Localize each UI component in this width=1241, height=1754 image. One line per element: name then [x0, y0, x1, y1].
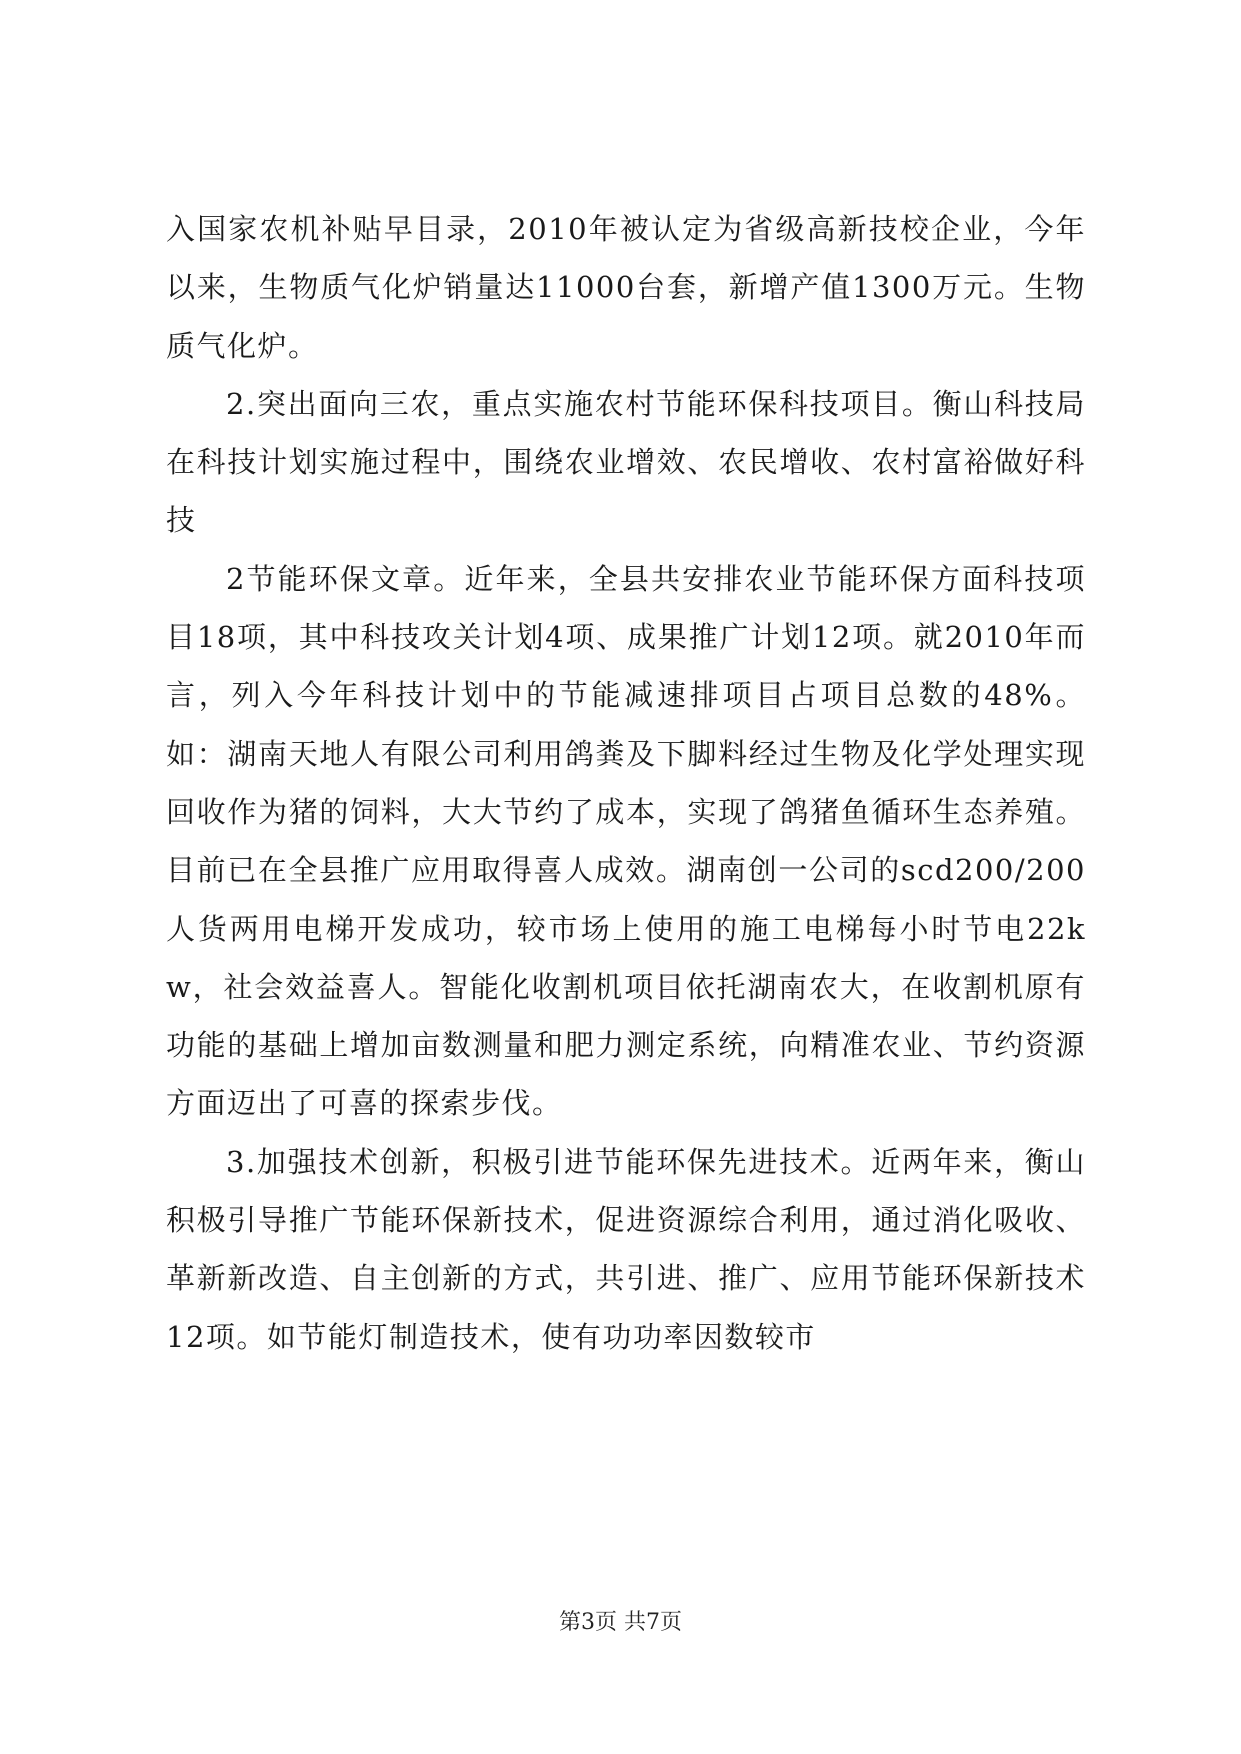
- paragraph-2: 2.突出面向三农，重点实施农村节能环保科技项目。衡山科技局在科技计划实施过程中，围绕农业增效、农民增收、农村富裕做好科技: [166, 386, 1086, 538]
- paragraph-3: 2节能环保文章。近年来，全县共安排农业节能环保方面科技项目18项，其中科技攻关计划4项、成果推广计划12项。就2010年而言，列入今年科技计划中的节能减速排项目占项目总数的48%。如：湖南天地人有限公司利用鸽粪及下脚料经过生物及化学处理实现回收作为猪的饲料，大大节约了成本，实现了鸽猪鱼循环生态养殖。目前已在全县推广应用取得喜人成效。湖南创一公司的scd200/200人货两用电梯开发成功，较市场上使用的施工电梯每小时节电22kw，社会效益喜人。智能化收割机项目依托湖南农大，在收割机原有功能的基础上增加亩数测量和肥力测定系统，向精准农业、节约资源方面迈出了可喜的探索步伐。: [166, 561, 1086, 1121]
- paragraph-4: 3.加强技术创新，积极引进节能环保先进技术。近两年来，衡山积极引导推广节能环保新技术，促进资源综合利用，通过消化吸收、革新新改造、自主创新的方式，共引进、推广、应用节能环保新技术12项。如节能灯制造技术，使有功功率因数较市: [166, 1144, 1086, 1354]
- paragraph-1: 入国家农机补贴早目录，2010年被认定为省级高新技校企业，今年以来，生物质气化炉销量达11000台套，新增产值1300万元。生物质气化炉。: [166, 212, 1086, 363]
- document-body: [166, 200, 1086, 1366]
- page-number-footer: 第3页 共7页: [559, 1610, 682, 1635]
